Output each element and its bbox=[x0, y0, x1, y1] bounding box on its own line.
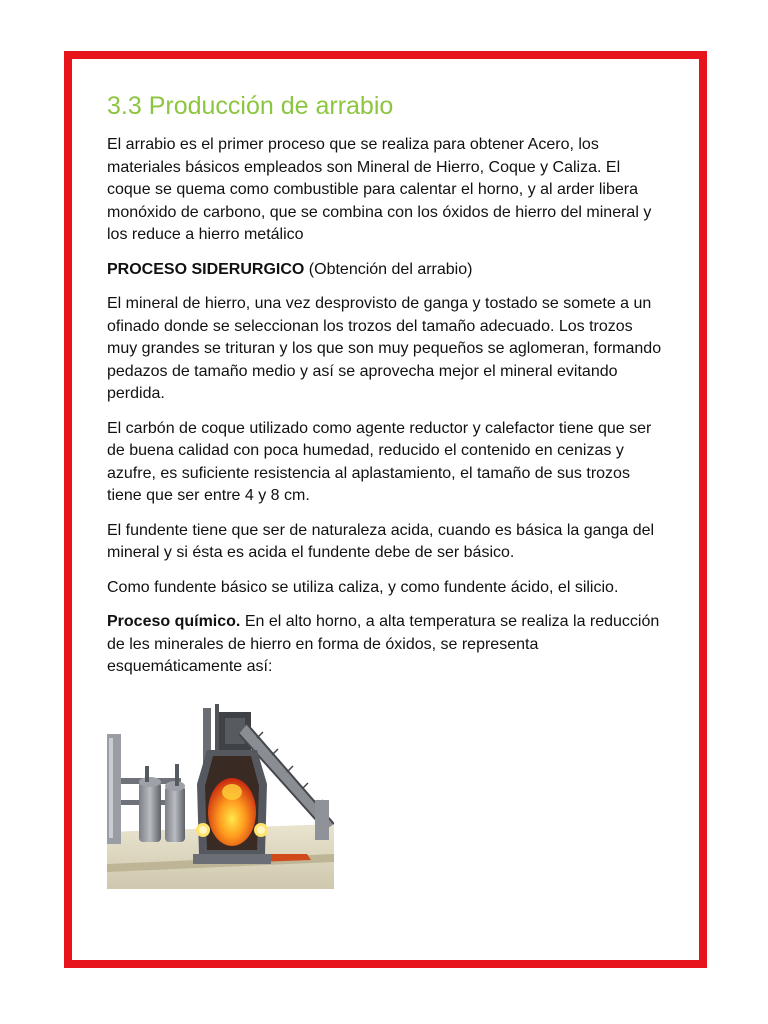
intro-paragraph: El arrabio es el primer proceso que se realiza para obtener Acero, los materiales básicos empleados son Mineral de Hierro, Coque y Caliza. El coque se quema como combustible para calentar el horno, y al arder libera monóxido de carbono, que se combina con los óxidos de hierro del mineral y los reduce a hierro metálico bbox=[107, 136, 652, 243]
fundente-types-paragraph: Como fundente básico se utiliza caliza, y como fundente ácido, el silicio. bbox=[107, 578, 619, 596]
mineral-paragraph: El mineral de hierro, una vez desprovisto de ganga y tostado se somete a un ofinado donde se seleccionan los trozos del tamaño adecuado. Los trozos muy grandes se trituran y los que son muy pequeños se aglomeran, formando pedazos de tamaño medio y así se aprovecha mejor el mineral evitando perdida. bbox=[107, 295, 662, 402]
chemical-process-text: En el alto horno, a alta temperatura se realiza la reducción de les minerales de hierro en forma de óxidos, se representa esquemáticamente así: bbox=[107, 613, 660, 675]
section-heading-paragraph bbox=[107, 259, 667, 282]
blast-furnace-illustration bbox=[107, 704, 334, 889]
page-title: 3.3 Producción de arrabio bbox=[107, 92, 394, 120]
section-heading: PROCESO SIDERURGICO bbox=[107, 260, 305, 278]
document-content bbox=[107, 88, 667, 691]
fundente-paragraph: El fundente tiene que ser de naturaleza acida, cuando es básica la ganga del mineral y si ésta es acida el fundente debe de ser básico. bbox=[107, 521, 655, 561]
blast-furnace-icon bbox=[107, 704, 334, 889]
chemical-process-heading: Proceso químico. bbox=[107, 613, 241, 630]
coque-paragraph: El carbón de coque utilizado como agente reductor y calefactor tiene que ser de buena calidad con poca humedad, reducido el contenido en cenizas y azufre, es suficiente resistencia al aplastamiento, el tamaño de sus trozos tiene que ser entre 4 y 8 cm. bbox=[107, 419, 652, 504]
section-heading-note: (Obtención del arrabio) bbox=[304, 260, 473, 278]
chemical-process-paragraph bbox=[107, 611, 667, 679]
